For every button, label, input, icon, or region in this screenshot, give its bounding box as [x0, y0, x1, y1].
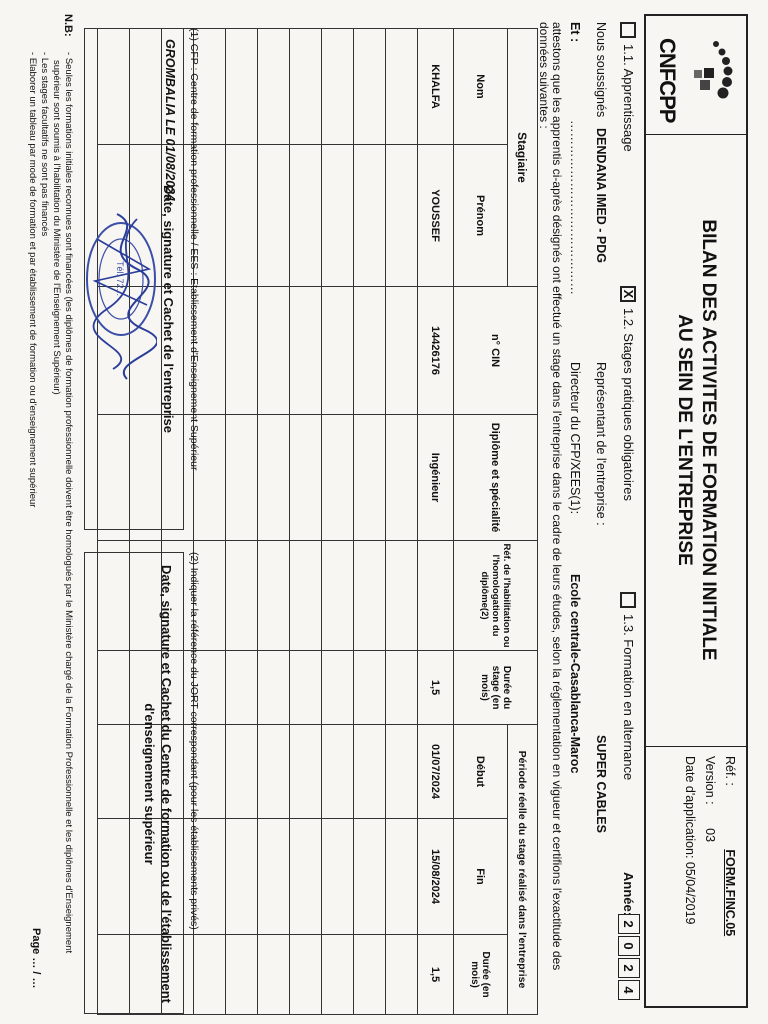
soussignes-value: DENDANA IMED - PDG	[594, 128, 608, 263]
etablissement-label-line-2: d'enseignement supérieur	[142, 703, 157, 865]
table-row	[290, 29, 322, 1015]
header-stagiaire: Stagiaire	[508, 29, 538, 287]
attestons-line-1: attestons que les apprentis ci-après désignés ont effectué un stage dans l'entreprise dans le cadre de leurs études, selon la réglementation en vigueur et certifions l'exactitude des	[550, 22, 564, 971]
header-debut: Début	[454, 725, 508, 819]
cell-duree-mois: 1,5	[418, 935, 454, 1015]
footnote-1: (1) CFP : Centre de formation professionnelle / EES : Etablissement d'Enseignement Supérieur	[188, 28, 200, 471]
alternance-label: 1.3. Formation en alternance	[621, 614, 636, 781]
page-title	[646, 134, 746, 747]
et-label: Et :	[568, 22, 582, 43]
representant-label: Représentant de l'entreprise :	[594, 362, 608, 526]
cell-ref	[418, 541, 454, 651]
cell-diplome: Ingénieur	[418, 415, 454, 541]
soussignes-label: Nous soussignés	[594, 22, 608, 118]
etablissement-label-line-1: Date, signature et Cachet du Centre de formation ou de l'établissement	[159, 565, 174, 1003]
header-ref-habilitation: Réf. de l'habilitation ou l'homologation du diplôme(2)	[454, 541, 538, 651]
header-diplome: Diplôme et spécialité	[454, 415, 538, 541]
cell-duree: 1,5	[418, 651, 454, 725]
stages-checkbox[interactable]	[620, 286, 636, 302]
date-application: Date d'application: 05/04/2019	[683, 756, 697, 925]
table-row	[322, 29, 354, 1015]
page-number: Page … / …	[30, 928, 42, 989]
cell-fin: 15/08/2024	[418, 819, 454, 935]
header-duree: Durée du stage (en mois)	[454, 651, 538, 725]
version-value: 03	[703, 828, 717, 843]
cell-debut: 01/07/2024	[418, 725, 454, 819]
cnfcpp-logo	[646, 16, 746, 135]
logo-text: CNFCPP	[655, 38, 680, 123]
ref-label: Réf. :	[723, 756, 737, 786]
table-row	[354, 29, 386, 1015]
nb-item-2-text: Les stages facultatifs ne sont pas financés	[39, 57, 50, 237]
signature-place-date: GROMBALIA LE 01/08/2024	[163, 39, 177, 202]
table-row	[386, 29, 418, 1015]
etablissement-signature-box	[84, 552, 184, 1014]
nb-item-1: - Seules les formations initiales reconnues sont financées (les diplômes de formation professionnelle doivent être homologués par le Ministère chargé de la Formation Professionnelle et les diplômes d'Enseignement	[63, 52, 74, 954]
year-digit: 4	[618, 980, 640, 1000]
table-row	[418, 29, 454, 1015]
entreprise-signature-box	[84, 28, 184, 530]
header-duree-mois: Durée (en mois)	[454, 935, 508, 1015]
nb-item-3-text: Elaborer un tableau par mode de formation et par établissement de formation ou d'enseignement supérieur	[27, 57, 38, 508]
header-cin: n° CIN	[454, 287, 538, 415]
year-boxes	[618, 914, 640, 1002]
nb-item-1-cont: supérieur sont soumis à l'habilitation du Ministère de l'Enseignement Supérieur)	[51, 60, 62, 395]
nb-item-2: - Les stages facultatifs ne sont pas financés	[39, 52, 50, 237]
company-stamp	[85, 209, 157, 389]
nb-label: N.B:	[62, 14, 74, 37]
cell-cin: 14426176	[418, 287, 454, 415]
stamp-text: Tél: 72...	[115, 261, 125, 297]
header-periode: Période réelle du stage réalisé dans l'entreprise	[508, 725, 538, 1015]
year-label: Année:	[621, 872, 636, 917]
stages-label: 1.2. Stages pratiques obligatoires	[621, 308, 636, 501]
ecole-value: Ecole centrale-Casablanca-Maroc	[568, 574, 582, 774]
entreprise-signature-label: Date, signature et Cachet de l'entreprise	[161, 184, 176, 433]
et-dots: ……………………………………	[568, 120, 582, 295]
footnote-2: (2) Indiquer la référence du JORT correspondant (pour les établissements privés)	[188, 552, 200, 930]
entreprise-value: SUPER CABLES	[594, 735, 608, 833]
cell-nom: KHALFA	[418, 29, 454, 145]
year-digit: 2	[618, 914, 640, 934]
title-line-2: AU SEIN DE L'ENTREPRISE	[674, 314, 695, 566]
alternance-checkbox[interactable]	[620, 592, 636, 608]
document-header	[644, 14, 748, 1008]
version-label: Version :	[703, 756, 717, 805]
apprentissage-checkbox[interactable]	[620, 22, 636, 38]
ref-value: FORM.FINC.05	[723, 849, 737, 937]
document-meta	[680, 756, 740, 936]
header-prenom: Prénom	[454, 145, 508, 287]
cell-prenom: YOUSSEF	[418, 145, 454, 287]
apprentissage-label: 1.1. Apprentissage	[621, 44, 636, 152]
directeur-label: Directeur du CFP/XEES(1):	[568, 362, 582, 515]
etablissement-signature-label	[141, 553, 175, 1015]
year-digit: 0	[618, 936, 640, 956]
header-fin: Fin	[454, 819, 508, 935]
nb-item-3: - Elaborer un tableau par mode de formation et par établissement de formation ou d'enseignement supérieur	[27, 52, 38, 508]
stages-check-mark: X	[621, 289, 636, 299]
table-row	[258, 29, 290, 1015]
table-row	[226, 29, 258, 1015]
nb-item-1-text: Seules les formations initiales reconnues sont financées (les diplômes de formation professionnelle doivent être homologués par le Ministère chargé de la Formation Professionnelle et les diplômes d'Enseignement	[63, 57, 74, 954]
attestons-line-2: données suivantes :	[537, 22, 551, 129]
header-nom: Nom	[454, 29, 508, 145]
year-digit: 2	[618, 958, 640, 978]
title-line-1: BILAN DES ACTIVITES DE FORMATION INITIALE	[698, 219, 719, 661]
